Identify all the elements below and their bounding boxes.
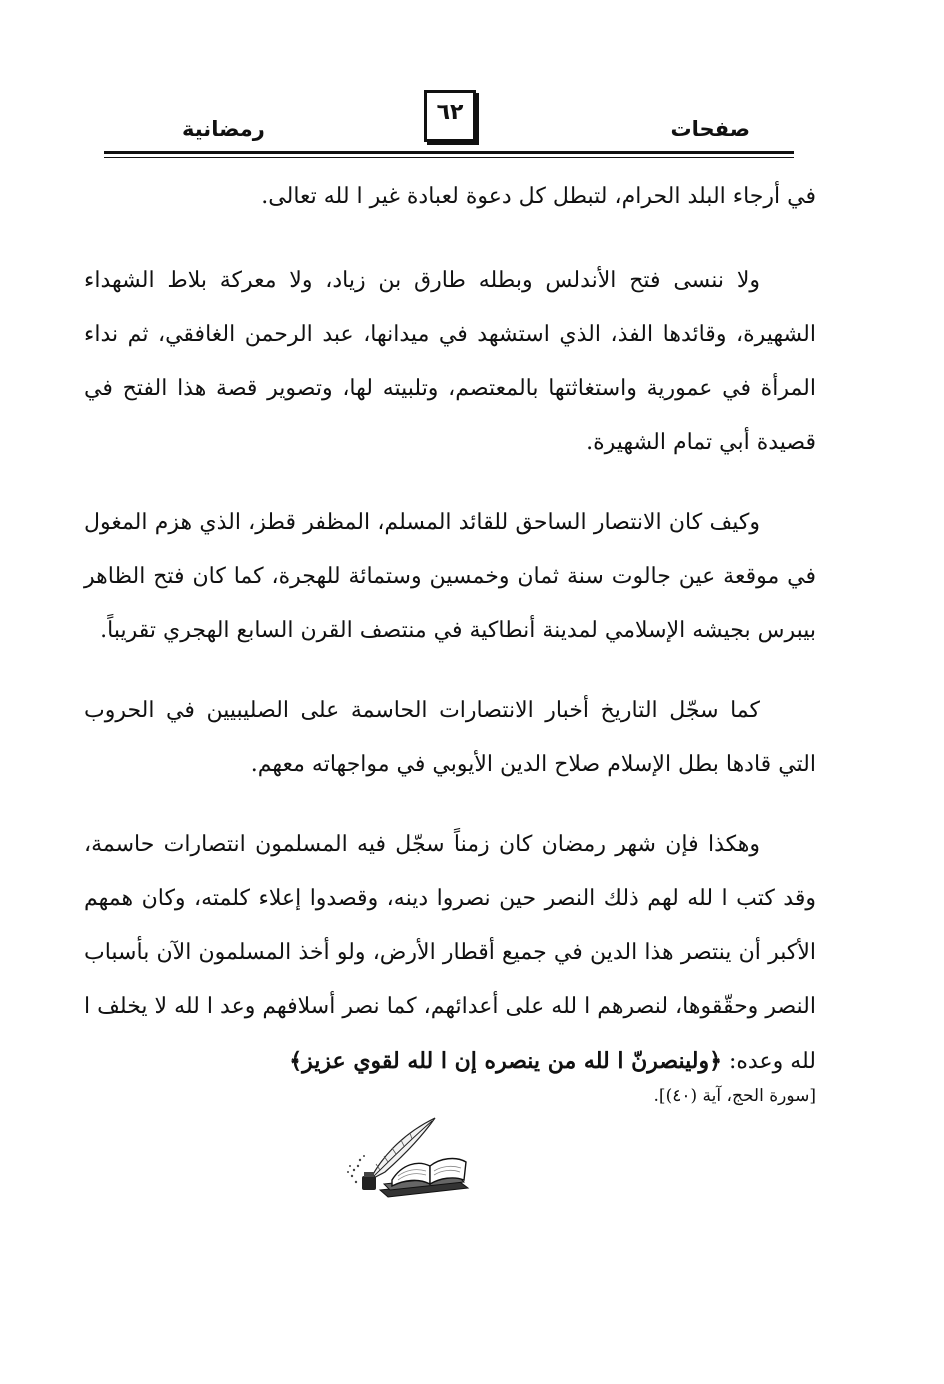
page-header [104,90,794,152]
header-rule-thick [104,151,794,154]
paragraph-crusades: كما سجّل التاريخ أخبار الانتصارات الحاسمة على الصليبيين في الحروب التي قادها بطل الإسلام صلاح الدين الأيوبي في مواجهاته معهم. [84,698,816,777]
paragraph-ramadan-text: وهكذا فإن شهر رمضان كان زمناً سجّل فيه المسلمون انتصارات حاسمة، وقد كتب ا لله لهم ذلك النصر حين نصروا دينه، وقصدوا إعلاء كلمته، وكان همهم الأكبر أن ينتصر هذا الدين في جميع أقطار الأرض، ولو أخذ المسلمون الآن بأسباب النصر وحقّقوها، لنصرهم ا لله على أعدائهم، كما نصر أسلافهم وعد ا لله لا يخلف ا لله وعده: [84,832,816,1074]
verse-citation: [سورة الحج، آية (٤٠)]. [653,1086,816,1106]
paragraph-continuation: في أرجاء البلد الحرام، لتبطل كل دعوة لعبادة غير ا لله تعالى. [261,184,816,209]
quran-verse: ﴿ولينصرنّ ا لله من ينصره إن ا لله لقوي عزيز﴾ [289,1048,722,1074]
header-rule-thin [104,157,794,158]
running-title-right: صفحات [670,117,750,141]
running-title-left: رمضانية [182,117,265,141]
page-number: ٦٢ [424,90,476,142]
body-text [84,170,816,1111]
paragraph-andalus: ولا ننسى فتح الأندلس وبطله طارق بن زياد، ولا معركة بلاط الشهداء الشهيرة، وقائدها الفذ، الذي استشهد في ميدانها، عبد الرحمن الغافقي، ثم نداء المرأة في عمورية واستغاثتها بالمعتصم، وتلبيته لها، وتصوير قصة هذا الفتح في قصيدة أبي تمام الشهيرة. [84,268,816,455]
paragraph-ain-jalut: وكيف كان الانتصار الساحق للقائد المسلم، المظفر قطز، الذي هزم المغول في موقعة عين جالوت سنة ثمان وخمسين وستمائة للهجرة، كما كان فتح الظاهر بيبرس بجيشه الإسلامي لمدينة أنطاكية في منتصف القرن السابع الهجري تقريباً. [84,510,816,643]
paragraph-ramadan-victories [84,818,816,1089]
book-and-quill-ornament-icon [340,1110,480,1200]
